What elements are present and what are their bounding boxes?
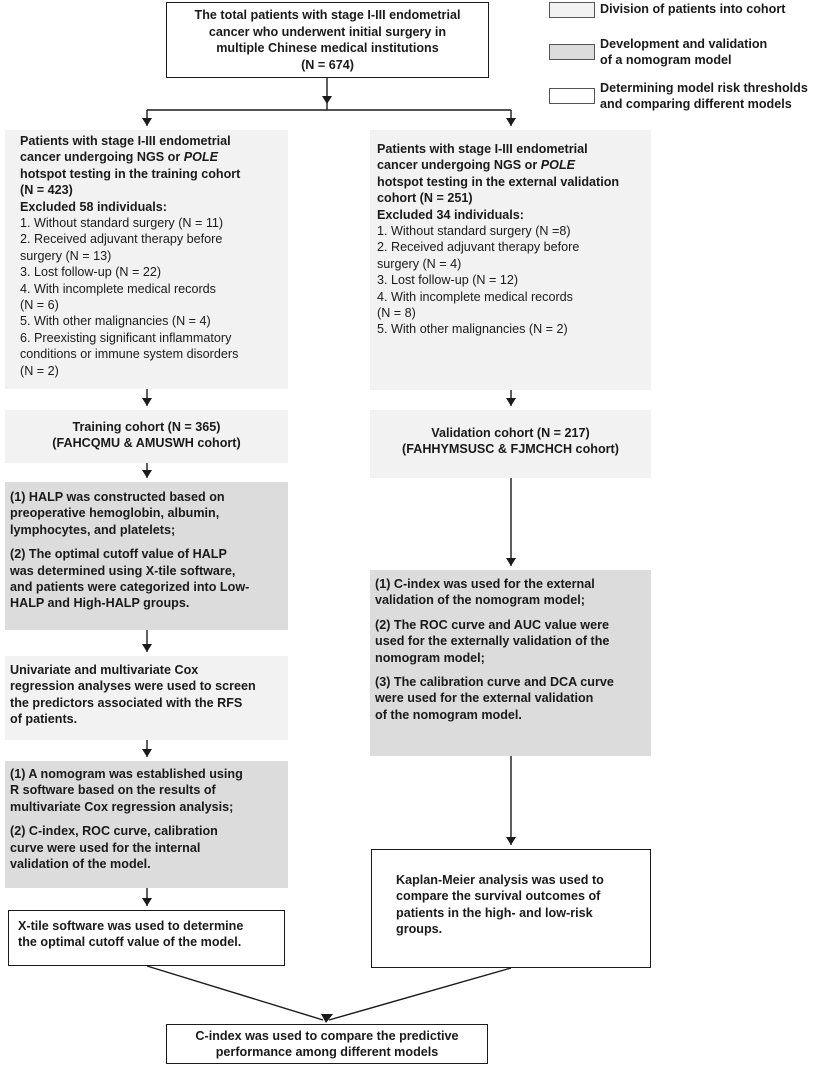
text-line: validation of the nomogram model; <box>375 593 585 608</box>
text-line: (1) HALP was constructed based on <box>10 490 225 504</box>
legend-line: Development and validation <box>600 37 768 51</box>
total-line-1: The total patients with stage I-III endometrial <box>194 8 461 22</box>
text-line: of patients. <box>10 712 78 727</box>
exclusion-line: 3. Lost follow-up (N = 22) <box>20 265 162 280</box>
exclusion-line: conditions or immune system disorders <box>20 347 239 362</box>
text-line: (1) A nomogram was established using <box>10 767 243 781</box>
val-head-1: Patients with stage I-III endometrial <box>377 142 588 156</box>
text-line: X-tile software was used to determine <box>18 919 244 933</box>
exclusion-line: (N = 6) <box>20 298 59 313</box>
total-line-2: cancer who underwent initial surgery in <box>208 24 447 39</box>
exclusion-line: 1. Without standard surgery (N = 11) <box>20 216 224 231</box>
val-exclusion-list <box>377 223 651 338</box>
text-line: (2) The optimal cutoff value of HALP <box>10 547 227 562</box>
legend-swatch-nomogram <box>549 44 595 60</box>
legend-label-thresholds <box>600 81 808 112</box>
text-line: R software based on the results of <box>10 783 216 798</box>
legend-line: Determining model risk thresholds <box>600 81 808 95</box>
total-line-3: multiple Chinese medical institutions <box>216 41 439 56</box>
text-line: were used for the external validation <box>375 691 594 706</box>
halp-step-1 <box>10 489 288 538</box>
external-step-3 <box>375 674 651 723</box>
text-line: (2) C-index, ROC curve, calibration <box>10 824 218 839</box>
validation-cohort-sites: (FAHHYMSUSC & FJMCHCH cohort) <box>402 442 619 457</box>
kaplan-meier-box <box>371 849 651 968</box>
train-head-4: (N = 423) <box>20 183 73 198</box>
text-line: (3) The calibration curve and DCA curve <box>375 675 614 690</box>
exclusion-line: (N = 2) <box>20 363 59 378</box>
exclusion-line: 5. With other malignancies (N = 2) <box>377 322 568 337</box>
legend-swatch-cohort <box>549 2 595 18</box>
exclusion-line: 1. Without standard surgery (N =8) <box>377 224 571 239</box>
arrow-km-to-final <box>329 968 511 1020</box>
text-line: the optimal cutoff value of the model. <box>18 935 242 950</box>
text-line: and patients were categorized into Low- <box>10 580 250 595</box>
halp-step-2 <box>10 546 288 612</box>
text-line: lymphocytes, and platelets; <box>10 522 176 537</box>
nomogram-step-2 <box>10 823 288 872</box>
train-exclusion-list <box>20 215 288 379</box>
training-cohort-sites: (FAHCQMU & AMUSWH cohort) <box>52 436 241 451</box>
nomogram-internal-validation-box <box>5 761 288 888</box>
exclusion-line: 2. Received adjuvant therapy before <box>20 232 223 247</box>
exclusion-line: surgery (N = 13) <box>20 248 112 263</box>
text-line: performance among different models <box>215 1045 439 1060</box>
exclusion-line: (N = 8) <box>377 306 416 321</box>
text-line: preoperative hemoglobin, albumin, <box>10 506 220 521</box>
text-line: compare the survival outcomes of <box>396 889 601 904</box>
train-head-1: Patients with stage I-III endometrial <box>20 134 231 148</box>
halp-construction-box <box>5 482 288 630</box>
validation-cohort-title: Validation cohort (N = 217) <box>431 426 590 440</box>
text-line: used for the externally validation of the <box>375 634 610 649</box>
model-comparison-box <box>166 1024 488 1064</box>
legend-swatch-thresholds <box>549 88 595 104</box>
external-step-2 <box>375 617 651 666</box>
text-line: was determined using X-tile software, <box>10 563 236 578</box>
val-head-3: hotspot testing in the external validation <box>377 174 620 189</box>
legend-line: of a nomogram model <box>600 52 732 67</box>
text-line: regression analyses were used to screen <box>10 679 256 694</box>
text-line: C-index was used to compare the predictive <box>195 1029 459 1043</box>
val-excluded: Excluded 34 individuals: <box>377 207 524 222</box>
train-head-2: cancer undergoing NGS or POLE <box>20 150 219 165</box>
text-line: of the nomogram model. <box>375 707 522 722</box>
training-cohort-box <box>5 410 288 463</box>
text-line: Kaplan-Meier analysis was used to <box>396 873 604 887</box>
exclusion-line: 4. With incomplete medical records <box>20 281 216 296</box>
exclusion-line: 3. Lost follow-up (N = 12) <box>377 273 519 288</box>
validation-cohort-box <box>370 410 651 478</box>
text-line: multivariate Cox regression analysis; <box>10 799 234 814</box>
exclusion-line: 6. Preexisting significant inflammatory <box>20 330 232 345</box>
text-line: patients in the high- and low-risk <box>396 905 593 920</box>
nomogram-step-1 <box>10 766 288 815</box>
validation-selection-box <box>370 130 651 390</box>
arrow-xtile-to-final <box>147 966 323 1020</box>
exclusion-line: 5. With other malignancies (N = 4) <box>20 314 211 329</box>
external-validation-box <box>370 570 651 756</box>
exclusion-line: 4. With incomplete medical records <box>377 289 573 304</box>
text-line: validation of the model. <box>10 857 151 872</box>
legend-label-cohort: Division of patients into cohort <box>600 2 786 16</box>
cox-regression-box <box>5 656 288 740</box>
text-line: HALP and High-HALP groups. <box>10 596 190 611</box>
val-head-4: cohort (N = 251) <box>377 191 473 206</box>
legend-label-nomogram <box>600 37 767 68</box>
text-line: Univariate and multivariate Cox <box>10 663 199 677</box>
total-patients-box <box>166 2 489 78</box>
xtile-threshold-box <box>8 910 285 966</box>
exclusion-line: surgery (N = 4) <box>377 256 462 271</box>
training-cohort-title: Training cohort (N = 365) <box>72 420 221 434</box>
train-excluded: Excluded 58 individuals: <box>20 199 167 214</box>
text-line: the predictors associated with the RFS <box>10 695 243 710</box>
text-line: nomogram model; <box>375 650 485 665</box>
val-head-2: cancer undergoing NGS or POLE <box>377 158 576 173</box>
total-count: (N = 674) <box>301 57 354 72</box>
text-line: (1) C-index was used for the external <box>375 577 595 591</box>
legend-line: and comparing different models <box>600 96 792 111</box>
text-line: (2) The ROC curve and AUC value were <box>375 617 609 632</box>
text-line: groups. <box>396 922 443 937</box>
text-line: curve were used for the internal <box>10 840 201 855</box>
exclusion-line: 2. Received adjuvant therapy before <box>377 240 580 255</box>
train-head-3: hotspot testing in the training cohort <box>20 166 241 181</box>
external-step-1 <box>375 576 651 609</box>
training-selection-box <box>5 130 288 389</box>
